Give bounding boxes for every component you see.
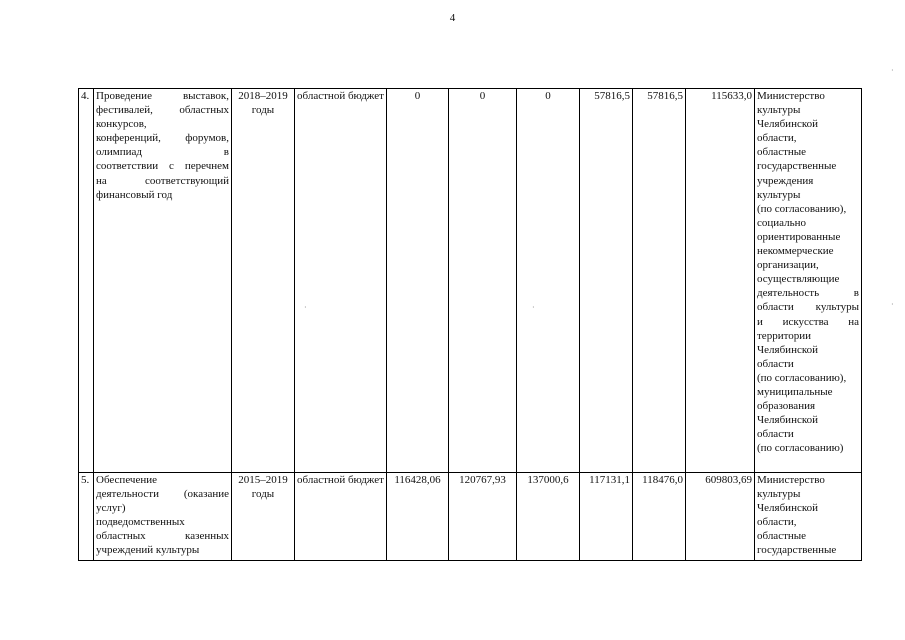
amount-2019-cell: 118476,0 <box>633 473 686 561</box>
text-line: финансовый год <box>96 188 173 201</box>
page-number: 4 <box>449 12 456 24</box>
executor-cell <box>755 473 862 561</box>
text-line: государственные <box>757 160 837 173</box>
text-line: конкурсов, <box>96 118 147 131</box>
scan-mark: · <box>304 303 307 312</box>
text-line: Челябинской <box>757 343 819 356</box>
text-line: некоммерческие <box>757 245 834 258</box>
amount-total-cell: 115633,0 <box>686 89 755 473</box>
period-cell: 2015–2019 годы <box>232 473 295 561</box>
text-line: области, <box>757 516 797 529</box>
text-line: Челябинской <box>757 502 819 515</box>
scan-mark: · <box>891 66 894 75</box>
text-line: (по согласованию), <box>757 202 847 215</box>
text-line: учреждений культуры <box>96 544 200 557</box>
amount-total-cell: 609803,69 <box>686 473 755 561</box>
funding-source-cell: областной бюджет <box>295 89 387 473</box>
text-line: областные <box>757 146 807 159</box>
text-line: и искусства на <box>757 315 859 328</box>
text-line: конференций, форумов, <box>96 132 229 145</box>
amount-2017-cell: 137000,6 <box>517 473 580 561</box>
scan-mark: · <box>532 303 535 312</box>
text-line: культуры <box>757 488 801 501</box>
amount-2015-cell: 0 <box>387 89 449 473</box>
row-number: 4. <box>79 89 94 473</box>
text-line: областные <box>757 530 807 543</box>
amount-2015-cell: 116428,06 <box>387 473 449 561</box>
table-row <box>79 473 862 561</box>
text-line: фестивалей, областных <box>96 104 229 117</box>
text-line: территории <box>757 329 812 342</box>
funding-source-cell: областной бюджет <box>295 473 387 561</box>
activity-name-cell <box>94 89 232 473</box>
period-cell: 2018–2019 годы <box>232 89 295 473</box>
text-line: Обеспечение <box>96 474 157 486</box>
text-line: муниципальные <box>757 385 833 398</box>
text-line: Челябинской <box>757 118 819 131</box>
row-number: 5. <box>79 473 94 561</box>
executor-cell <box>755 89 862 473</box>
amount-2016-cell: 120767,93 <box>449 473 517 561</box>
text-line: культуры <box>757 188 801 201</box>
text-line: учреждения <box>757 174 814 187</box>
text-line: области, <box>757 132 797 145</box>
text-line: области <box>757 357 794 370</box>
text-line: деятельности (оказание <box>96 488 229 501</box>
text-line: организации, <box>757 259 819 272</box>
text-line: образования <box>757 400 816 413</box>
text-line: государственные <box>757 544 837 557</box>
text-line: Министерство <box>757 90 825 102</box>
text-line: области культуры <box>757 301 859 314</box>
text-line: на соответствующий <box>96 174 229 187</box>
activity-name-cell <box>94 473 232 561</box>
text-line: области <box>757 428 794 441</box>
amount-2019-cell: 57816,5 <box>633 89 686 473</box>
table-row <box>79 89 862 473</box>
text-line: олимпиад в <box>96 146 229 159</box>
text-line: (по согласованию), <box>757 371 847 384</box>
text-line: соответствии с перечнем <box>96 160 229 173</box>
text-line: услуг) <box>96 502 126 515</box>
text-line: Челябинской <box>757 414 819 427</box>
text-line: деятельность в <box>757 287 859 300</box>
text-line: Министерство <box>757 474 825 486</box>
amount-2017-cell: 0 <box>517 89 580 473</box>
amount-2018-cell: 117131,1 <box>580 473 633 561</box>
text-line: культуры <box>757 104 801 117</box>
text-line: областных казенных <box>96 530 229 543</box>
amount-2016-cell: 0 <box>449 89 517 473</box>
text-line: Проведение выставок, <box>96 90 229 102</box>
amount-2018-cell: 57816,5 <box>580 89 633 473</box>
text-line: (по согласованию) <box>757 442 844 455</box>
text-line: ориентированные <box>757 230 841 243</box>
text-line: осуществляющие <box>757 273 840 286</box>
text-line: подведомственных <box>96 516 185 529</box>
scan-mark: · <box>891 300 894 309</box>
program-activities-table <box>78 88 862 561</box>
text-line: социально <box>757 216 807 229</box>
